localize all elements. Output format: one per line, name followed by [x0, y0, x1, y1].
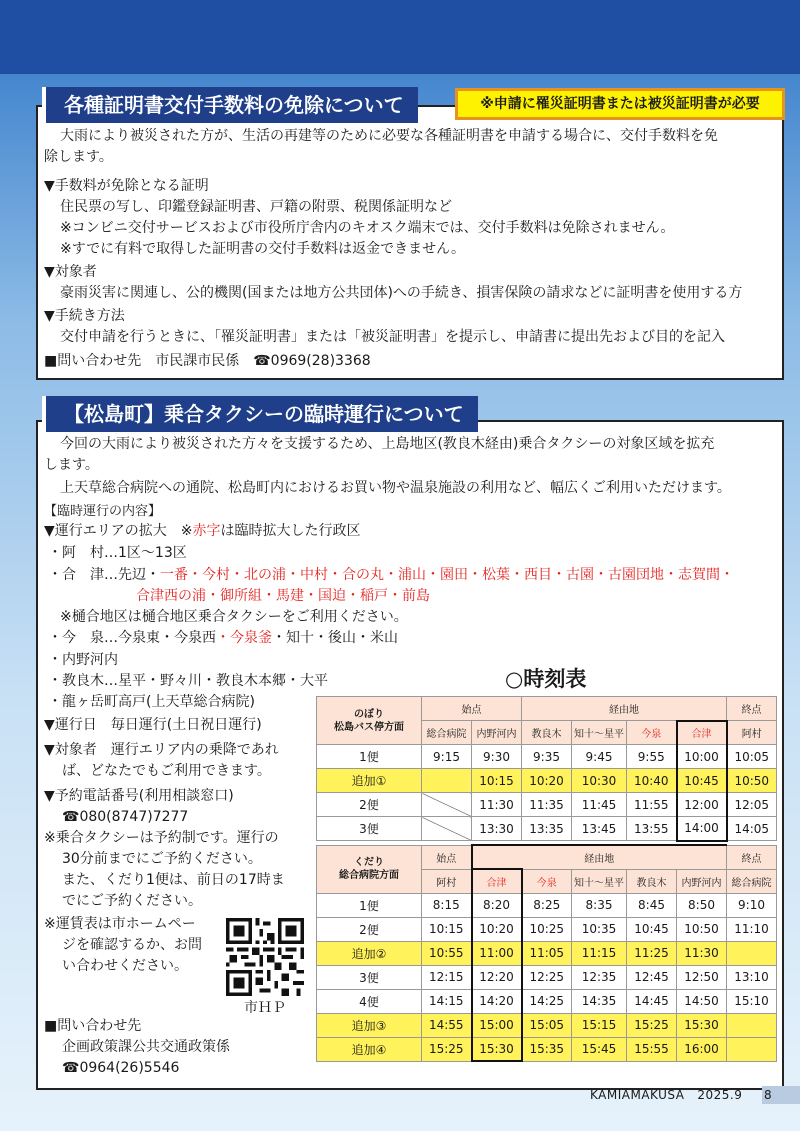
area-aitsu-cont: 合津西の浦・御所組・馬建・国迫・稲戸・前島: [136, 588, 430, 604]
page-number: 8: [763, 1088, 773, 1102]
qr-code-icon: [226, 918, 304, 996]
requirement-notice: ※申請に罹災証明書または被災証明書が必要: [455, 88, 785, 120]
fare-note: ジを確認するか、お問: [62, 937, 202, 953]
time-cell: 10:30: [572, 769, 627, 793]
fare-note: い合わせください。: [62, 958, 188, 974]
time-cell: 14:20: [472, 989, 522, 1013]
timetable-corner: のぼり 松島バス停方面: [317, 697, 422, 745]
phone-number: ☎080(8747)7277: [62, 809, 189, 825]
time-cell: 8:20: [472, 893, 522, 917]
trip-label: 1便: [317, 893, 422, 917]
trip-label: 1便: [317, 745, 422, 769]
trip-label: 追加③: [317, 1013, 422, 1037]
time-cell: 14:00: [677, 817, 727, 841]
time-cell: 15:45: [572, 1037, 627, 1061]
time-cell: 11:25: [627, 941, 677, 965]
stop-header: 合津: [472, 869, 522, 893]
no-service-cell: [422, 769, 472, 793]
area-note: ※樋合地区は樋合地区乗合タクシーをご利用ください。: [60, 609, 408, 625]
days-heading: ▼運行日 毎日運行(土日祝日運行): [44, 717, 262, 733]
area-uchinokouchi: ・内野河内: [48, 652, 118, 668]
time-cell: 10:55: [422, 941, 472, 965]
time-cell: 10:45: [627, 917, 677, 941]
time-cell: 9:30: [472, 745, 522, 769]
stop-header: 知十～星平: [572, 869, 627, 893]
time-cell: 15:15: [572, 1013, 627, 1037]
time-cell: 14:35: [572, 989, 627, 1013]
reserve-note: ※乗合タクシーは予約制です。運行の: [44, 830, 279, 846]
time-cell: 12:20: [472, 965, 522, 989]
contact-dept: 企画政策課公共交通政策係: [62, 1039, 230, 1055]
time-cell: 9:10: [727, 893, 777, 917]
time-cell: 10:50: [677, 917, 727, 941]
time-cell: 11:00: [472, 941, 522, 965]
time-cell: 12:35: [572, 965, 627, 989]
intro-line: します。: [44, 457, 99, 473]
time-cell: 10:25: [522, 917, 572, 941]
timetable-title: ○時刻表: [505, 667, 587, 691]
time-cell: 13:10: [727, 965, 777, 989]
time-cell: 12:25: [522, 965, 572, 989]
contact-phone: ☎0964(26)5546: [62, 1060, 180, 1076]
time-cell: 9:45: [572, 745, 627, 769]
time-cell: 14:45: [627, 989, 677, 1013]
time-cell: 13:35: [522, 817, 572, 841]
trip-label: 4便: [317, 989, 422, 1013]
time-cell: 10:05: [727, 745, 777, 769]
intro-line: 除します。: [44, 149, 113, 165]
header-via: 経由地: [522, 697, 727, 721]
users-heading: ▼対象者 運行エリア内の乗降であれ: [44, 742, 279, 758]
time-cell: 8:25: [522, 893, 572, 917]
time-cell: 13:30: [472, 817, 522, 841]
issue: 2025.9: [697, 1088, 743, 1102]
header-end: 終点: [727, 697, 777, 721]
reserve-note: 30分前までにご予約ください。: [62, 851, 262, 867]
time-cell: 11:10: [727, 917, 777, 941]
stop-header: 阿村: [422, 869, 472, 893]
stop-header: 教良木: [522, 721, 572, 745]
time-cell: 12:50: [677, 965, 727, 989]
trip-label: 3便: [317, 817, 422, 841]
time-cell: 12:05: [727, 793, 777, 817]
header-start: 始点: [422, 845, 472, 869]
time-cell: 8:35: [572, 893, 627, 917]
exempt-note: ※すでに有料で取得した証明書の交付手数料は返金できません。: [60, 241, 465, 257]
timetable-up: [316, 696, 777, 842]
time-cell: 10:45: [677, 769, 727, 793]
time-cell: 8:45: [627, 893, 677, 917]
time-cell: 8:50: [677, 893, 727, 917]
area-header: ▼運行エリアの拡大 ※赤字は臨時拡大した行政区: [44, 523, 361, 539]
users-line: ば、どなたでもご利用できます。: [62, 763, 271, 779]
time-cell: 14:05: [727, 817, 777, 841]
header-start: 始点: [422, 697, 522, 721]
trip-label: 追加④: [317, 1037, 422, 1061]
time-cell: 8:15: [422, 893, 472, 917]
stop-header: 合津: [677, 721, 727, 745]
intro-line: 上天草総合病院への通院、松島町内におけるお買い物や温泉施設の利用など、幅広くご利用いただけます。: [60, 480, 731, 496]
header-via: 経由地: [472, 845, 727, 869]
procedure-line: 交付申請を行うときに、「罹災証明書」または「被災証明書」を提示し、申請書に提出先および目的を記入: [60, 329, 725, 345]
stop-header: 内野河内: [472, 721, 522, 745]
top-banner: [0, 0, 800, 74]
time-cell: 11:05: [522, 941, 572, 965]
target-heading: ▼対象者: [44, 264, 97, 280]
stop-header: 総合病院: [727, 869, 777, 893]
stop-header: 知十～星平: [572, 721, 627, 745]
time-cell: 10:15: [472, 769, 522, 793]
time-cell: 15:25: [422, 1037, 472, 1061]
time-cell: 15:10: [727, 989, 777, 1013]
contact-header: ■問い合わせ先: [44, 1018, 142, 1034]
time-cell: 10:15: [422, 917, 472, 941]
area-amura: ・阿 村…1区～13区: [48, 545, 187, 561]
time-cell: 15:30: [472, 1037, 522, 1061]
area-ryugatake: ・龍ヶ岳町高戸(上天草総合病院): [48, 694, 255, 710]
stop-header: 総合病院: [422, 721, 472, 745]
trip-label: 追加②: [317, 941, 422, 965]
reserve-note: でにご予約ください。: [62, 893, 202, 909]
time-cell: 15:00: [472, 1013, 522, 1037]
trip-label: 2便: [317, 917, 422, 941]
exempt-heading: ▼手数料が免除となる証明: [44, 178, 209, 194]
qr-code[interactable]: [226, 918, 304, 996]
time-cell: 14:50: [677, 989, 727, 1013]
qr-caption: 市ＨＰ: [244, 1000, 286, 1016]
footer: [590, 1088, 772, 1102]
time-cell: 14:55: [422, 1013, 472, 1037]
time-cell: 10:35: [572, 917, 627, 941]
time-cell: 11:30: [677, 941, 727, 965]
exempt-note: ※コンビニ交付サービスおよび市役所庁舎内のキオスク端末では、交付手数料は免除されません。: [60, 220, 675, 236]
magazine-name: KAMIAMAKUSA: [590, 1088, 685, 1102]
intro-line: 今回の大雨により被災された方々を支援するため、上島地区(教良木経由)乗合タクシーの対象区域を拡充: [60, 436, 715, 452]
time-cell: 13:55: [627, 817, 677, 841]
procedure-heading: ▼手続き方法: [44, 308, 125, 324]
time-cell: 12:00: [677, 793, 727, 817]
time-cell: 12:15: [422, 965, 472, 989]
stop-header: 教良木: [627, 869, 677, 893]
no-service-cell: [422, 793, 472, 817]
time-cell: 15:05: [522, 1013, 572, 1037]
target-line: 豪雨災害に関連し、公的機関(国または地方公共団体)への手続き、損害保険の請求などに証明書を使用する方: [60, 285, 743, 301]
time-cell: 10:00: [677, 745, 727, 769]
time-cell: 15:25: [627, 1013, 677, 1037]
no-service-cell: [727, 1013, 777, 1037]
time-cell: 9:15: [422, 745, 472, 769]
time-cell: 11:30: [472, 793, 522, 817]
section-title-shared-taxi: 【松島町】乗合タクシーの臨時運行について: [42, 396, 478, 432]
time-cell: 15:35: [522, 1037, 572, 1061]
time-cell: 12:45: [627, 965, 677, 989]
time-cell: 11:35: [522, 793, 572, 817]
time-cell: 14:25: [522, 989, 572, 1013]
timetable-down: [316, 844, 777, 1062]
area-kyoragi: ・教良木…星平・野々川・教良木本郷・大平: [48, 673, 328, 689]
details-header: 【臨時運行の内容】: [44, 504, 162, 519]
fare-note: ※運賃表は市ホームペー: [44, 916, 196, 932]
time-cell: 9:35: [522, 745, 572, 769]
area-aitsu: ・合 津…先辺・一番・今村・北の浦・中村・合の丸・浦山・園田・松葉・西目・古園・古園団地・志賀間・: [48, 567, 734, 583]
section-title-fee-exemption: 各種証明書交付手数料の免除について: [42, 87, 418, 123]
exempt-line: 住民票の写し、印鑑登録証明書、戸籍の附票、税関係証明など: [60, 199, 452, 215]
area-imaizumi: ・今 泉…今泉東・今泉西・今泉釜・知十・後山・米山: [48, 630, 398, 646]
phone-heading: ▼予約電話番号(利用相談窓口): [44, 788, 234, 804]
stop-header: 阿村: [727, 721, 777, 745]
reserve-note: また、くだり1便は、前日の17時ま: [62, 872, 285, 888]
time-cell: 10:20: [522, 769, 572, 793]
time-cell: 11:15: [572, 941, 627, 965]
no-service-cell: [727, 1037, 777, 1061]
stop-header: 今泉: [627, 721, 677, 745]
timetable-corner: くだり 総合病院方面: [317, 845, 422, 893]
contact-line: ■問い合わせ先 市民課市民係 ☎0969(28)3368: [44, 353, 371, 369]
time-cell: 10:40: [627, 769, 677, 793]
time-cell: 10:50: [727, 769, 777, 793]
time-cell: 14:15: [422, 989, 472, 1013]
time-cell: 11:55: [627, 793, 677, 817]
no-service-cell: [422, 817, 472, 841]
header-end: 終点: [727, 845, 777, 869]
intro-line: 大雨により被災された方が、生活の再建等のために必要な各種証明書を申請する場合に、交付手数料を免: [60, 128, 718, 144]
time-cell: 15:30: [677, 1013, 727, 1037]
time-cell: 9:55: [627, 745, 677, 769]
time-cell: 15:55: [627, 1037, 677, 1061]
trip-label: 追加①: [317, 769, 422, 793]
stop-header: 今泉: [522, 869, 572, 893]
time-cell: 16:00: [677, 1037, 727, 1061]
time-cell: 10:20: [472, 917, 522, 941]
trip-label: 2便: [317, 793, 422, 817]
trip-label: 3便: [317, 965, 422, 989]
time-cell: 11:45: [572, 793, 627, 817]
time-cell: 13:45: [572, 817, 627, 841]
stop-header: 内野河内: [677, 869, 727, 893]
no-service-cell: [727, 941, 777, 965]
